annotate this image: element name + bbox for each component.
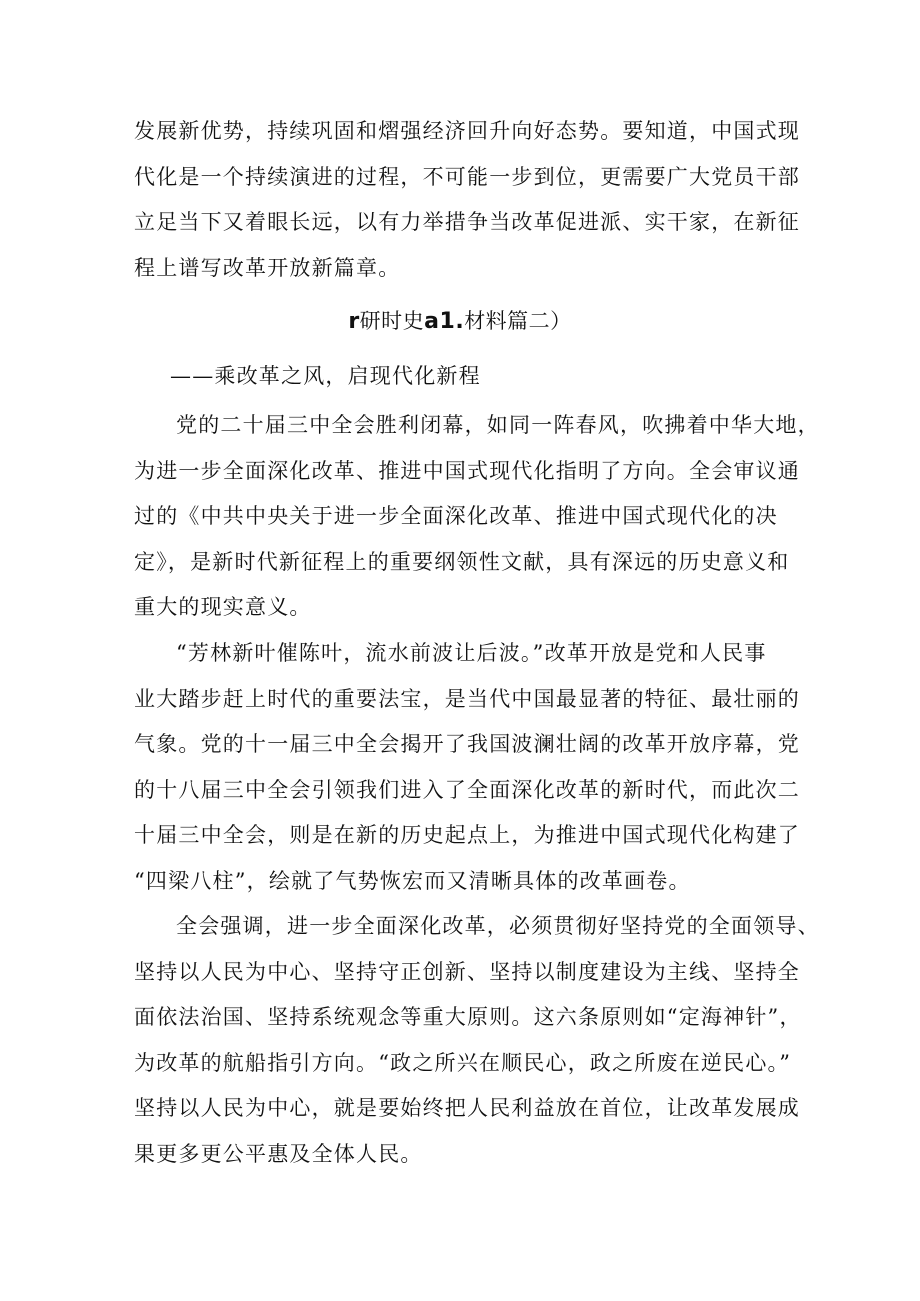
text-line: 党的二十届三中全会胜利闭幕，如同一阵春风，吹拂着中华大地， — [176, 413, 820, 437]
text-line: 坚持以人民为中心，就是要始终把人民利益放在首位，让改革发展成 — [134, 1096, 800, 1120]
heading-part: 研时史 — [359, 309, 425, 333]
heading-part: a1. — [424, 309, 465, 334]
text-line: 程上谱写改革开放新篇章。 — [134, 255, 401, 280]
text-line: 过的《中共中央关于进一步全面深化改革、推进中国式现代化的决 — [134, 504, 778, 528]
text-line: 立足当下又着眼长远，以有力举措争当改革促进派、实干家，在新征 — [134, 210, 800, 234]
text-line: 代化是一个持续演进的过程，不可能一步到位，更需要广大党员干部 — [134, 164, 800, 189]
paragraph-1 — [134, 403, 820, 631]
text-line: 业大踏步赶上时代的重要法宝，是当代中国最显著的特征、最壮丽的 — [134, 686, 800, 711]
text-line: 面依法治国、坚持系统观念等重大原则。这六条原则如“定海神针”， — [134, 1005, 802, 1029]
heading-part: r — [348, 309, 360, 334]
heading-part: 材料篇二） — [464, 309, 572, 333]
paragraph-2 — [134, 631, 800, 904]
text-line: 十届三中全会，则是在新的历史起点上，为推进中国式现代化构建了 — [134, 823, 800, 847]
text-line: 为改革的航船指引方向。“政之所兴在顺民心，政之所废在逆民心。” — [134, 1050, 792, 1075]
section-subtitle: ——乘改革之风，启现代化新程 — [170, 364, 481, 388]
text-line: 全会强调，进一步全面深化改革，必须贯彻好坚持党的全面领导、 — [176, 914, 820, 938]
section-heading — [0, 303, 920, 340]
text-line: 坚持以人民为中心、坚持守正创新、坚持以制度建设为主线、坚持全 — [134, 959, 800, 984]
text-line: 定》，是新时代新征程上的重要纲领性文献，具有深远的历史意义和 — [134, 549, 790, 574]
text-line: “芳林新叶催陈叶，流水前波让后波。”改革开放是党和人民事 — [176, 641, 767, 665]
text-line: 的十八届三中全会引领我们进入了全面深化改革的新时代，而此次二 — [134, 777, 800, 802]
text-line: 为进一步全面深化改革、推进中国式现代化指明了方向。全会审议通 — [134, 458, 800, 483]
intro-paragraph — [134, 109, 800, 291]
text-line: “四梁八柱”，绘就了气势恢宏而又清晰具体的改革画卷。 — [134, 868, 691, 893]
text-line: 重大的现实意义。 — [134, 595, 312, 619]
text-line: 果更多更公平惠及全体人民。 — [134, 1141, 423, 1166]
paragraph-3 — [134, 904, 820, 1177]
text-line: 气象。党的十一届三中全会揭开了我国波澜壮阔的改革开放序幕，党 — [134, 732, 800, 756]
text-line: 发展新优势，持续巩固和熠强经济回升向好态势。要知道，中国式现 — [134, 119, 800, 143]
